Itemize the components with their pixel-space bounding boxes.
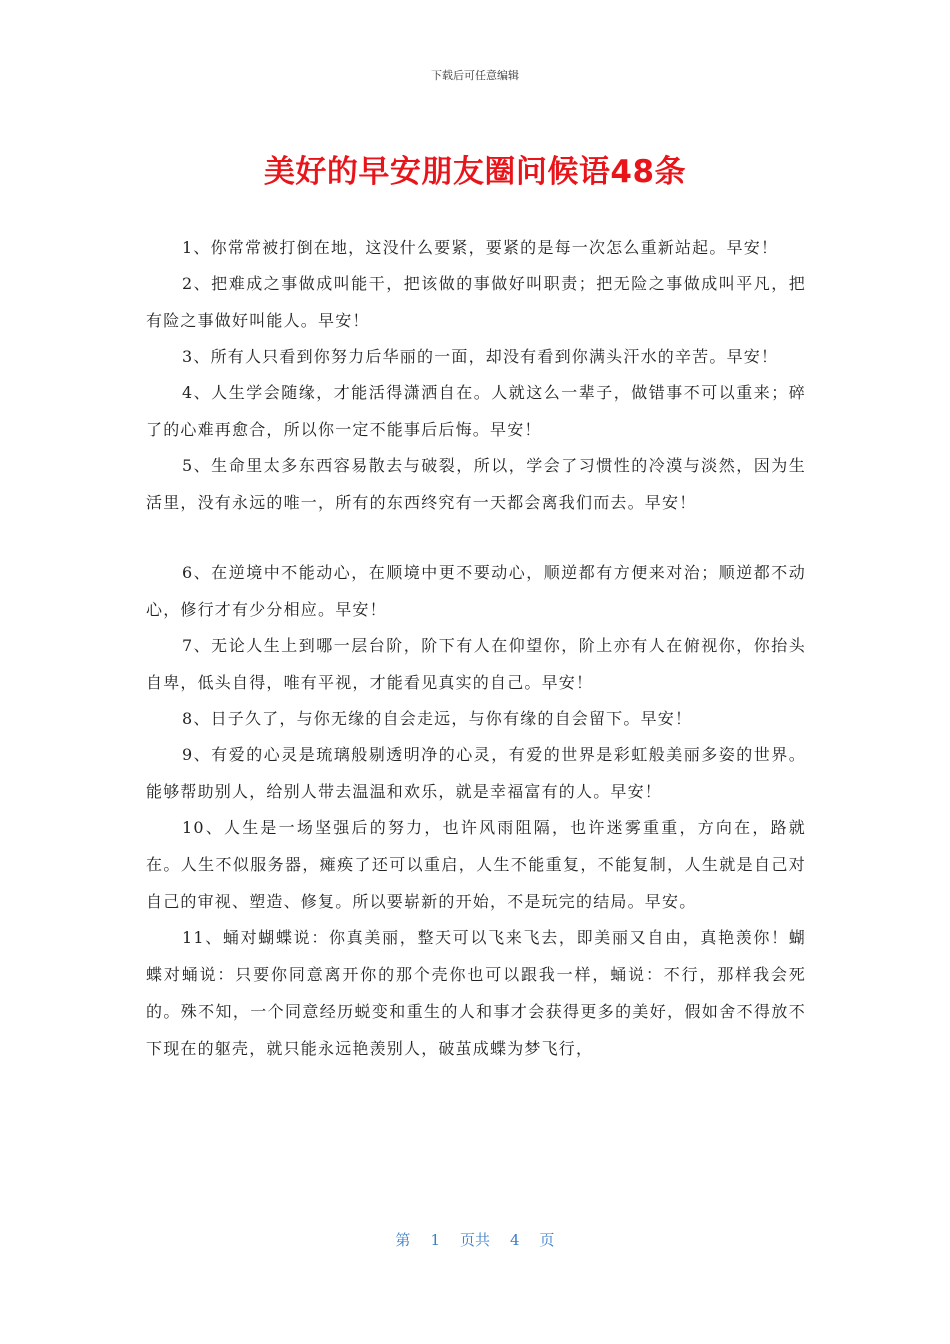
paragraph-6: 6、在逆境中不能动心，在顺境中更不要动心，顺逆都有方便来对治；顺逆都不动心，修行才有少分相应。早安！ xyxy=(146,563,806,619)
paragraph-1: 1、你常常被打倒在地，这没什么要紧，要紧的是每一次怎么重新站起。早安！ xyxy=(182,238,779,257)
paragraph-10: 10、人生是一场坚强后的努力，也许风雨阻隔，也许迷雾重重，方向在，路就在。人生不似服务器，瘫痪了还可以重启，人生不能重复，不能复制，人生就是自己对自己的审视、塑造、修复。所以要崭新的开始，不是玩完的结局。早安。 xyxy=(146,818,806,911)
footer-page-number: 1 xyxy=(430,1231,440,1249)
page-footer xyxy=(0,1229,950,1250)
document-title: 美好的早安朋友圈问候语48条 xyxy=(263,154,687,190)
footer-ye-gong: 页共 xyxy=(459,1231,490,1249)
footer-di: 第 xyxy=(395,1231,411,1249)
footer-ye: 页 xyxy=(539,1231,555,1249)
paragraph-gap xyxy=(146,520,806,554)
paragraph-8: 8、日子久了，与你无缘的自会走远，与你有缘的自会留下。早安！ xyxy=(182,709,693,728)
header-note: 下载后可任意编辑 xyxy=(431,69,519,82)
footer-total-pages: 4 xyxy=(510,1231,520,1249)
paragraph-4: 4、人生学会随缘，才能活得潇洒自在。人就这么一辈子，做错事不可以重来；碎了的心难再愈合，所以你一定不能事后后悔。早安！ xyxy=(146,383,806,439)
paragraph-7: 7、无论人生上到哪一层台阶，阶下有人在仰望你，阶上亦有人在俯视你，你抬头自卑，低头自得，唯有平视，才能看见真实的自己。早安！ xyxy=(146,636,806,692)
paragraph-5: 5、生命里太多东西容易散去与破裂，所以，学会了习惯性的冷漠与淡然，因为生活里，没有永远的唯一，所有的东西终究有一天都会离我们而去。早安！ xyxy=(146,456,806,512)
paragraph-2: 2、把难成之事做成叫能干，把该做的事做好叫职责；把无险之事做成叫平凡，把有险之事做好叫能人。早安！ xyxy=(146,274,806,330)
paragraph-11: 11、蛹对蝴蝶说：你真美丽，整天可以飞来飞去，即美丽又自由，真艳羡你！蝴蝶对蛹说：只要你同意离开你的那个壳你也可以跟我一样，蛹说：不行，那样我会死的。殊不知，一个同意经历蜕变和重生的人和事才会获得更多的美好，假如舍不得放不下现在的躯壳，就只能永远艳羡别人，破茧成蝶为梦飞行， xyxy=(146,928,806,1058)
paragraph-3: 3、所有人只看到你努力后华丽的一面，却没有看到你满头汗水的辛苦。早安！ xyxy=(182,347,779,366)
document-body xyxy=(146,229,806,1066)
paragraph-9: 9、有爱的心灵是琉璃般剔透明净的心灵，有爱的世界是彩虹般美丽多姿的世界。能够帮助别人，给别人带去温温和欢乐，就是幸福富有的人。早安！ xyxy=(146,745,806,801)
